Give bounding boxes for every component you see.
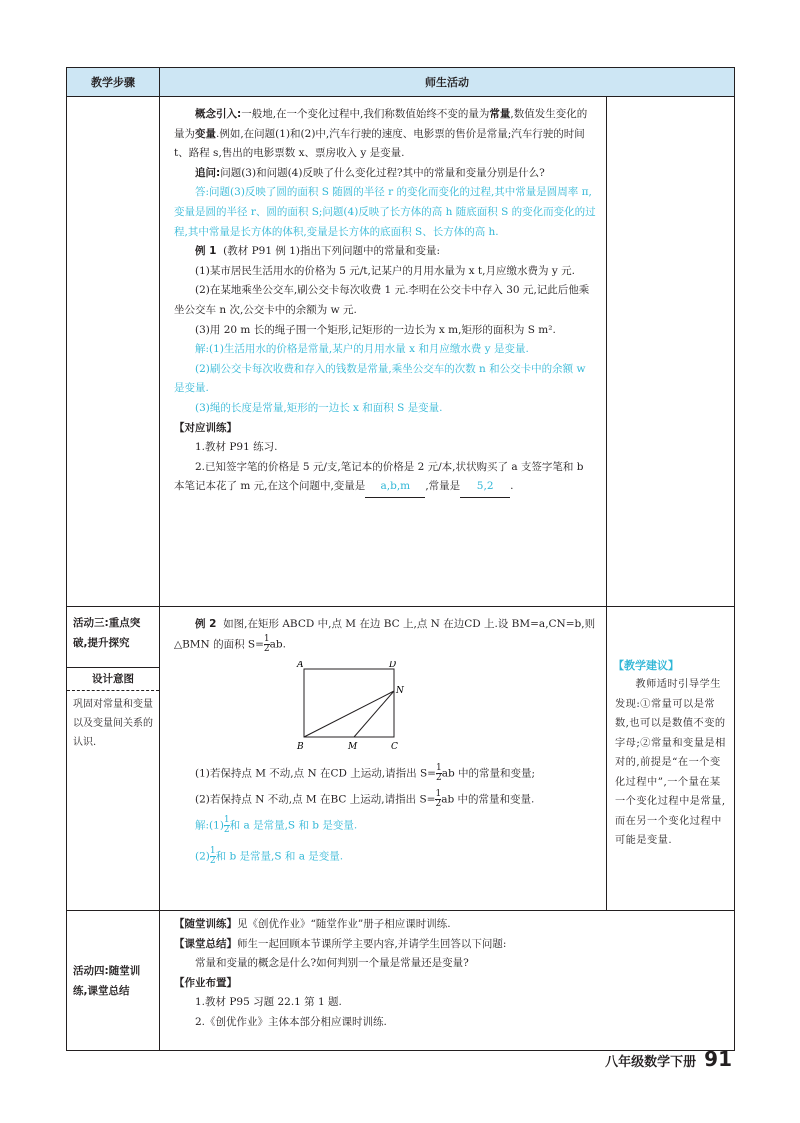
homework-2: 2.《创优作业》主体本部分相应课时训练.	[195, 1015, 387, 1028]
example2-text: 如图,在矩形 ABCD 中,点 M 在边 BC 上,点 N 在边CD 上.设 BM=a,CN=b,则△BMN 的面积 S=	[174, 618, 596, 651]
practice-1: 1.教材 P91 练习.	[195, 441, 278, 454]
step-title-3: 活动三:重点突破,提升探究	[73, 617, 141, 649]
fraction: $\frac{1}{2}$	[263, 633, 270, 654]
class-summary-question: 常量和变量的概念是什么?如何判别一个量是常量还是变量?	[195, 957, 469, 970]
teaching-suggestion-title: 【教学建议】	[613, 659, 679, 672]
followup-text: 问题(3)和问题(4)反映了什么变化过程?其中的常量和变量分别是什么?	[220, 166, 545, 179]
in-class-training-title: 【随堂训练】	[174, 918, 237, 930]
design-intent-title: 设计意图	[67, 667, 159, 691]
example1-a2: (2)刷公交卡每次收费和存入的钱数是常量,乘坐公交车的次数 n 和公交卡中的余额 w 是变量.	[174, 362, 586, 395]
example1-a3: (3)绳的长度是常量,矩形的一边长 x 和面积 S 是变量.	[195, 401, 443, 414]
example2-q2: (2)若保持点 N 不动,点 M 在BC 上运动,请指出 S=	[195, 793, 436, 806]
practice-2: ,常量是	[425, 480, 461, 493]
activity-cell-3	[160, 911, 735, 1051]
note-cell	[607, 607, 735, 911]
label-c: C	[391, 741, 398, 752]
class-summary-title: 【课堂总结】	[174, 937, 237, 950]
page-number: 91	[704, 1047, 732, 1071]
rectangle-figure	[294, 661, 596, 761]
practice-2-answer-constants: 5,2	[460, 477, 510, 498]
variable-word: 变量	[195, 127, 216, 140]
example1-q2: (2)在某地乘坐公交车,刷公交卡每次收费 1 元.李明在公交卡中存入 30 元,记此后他乘坐公交车 n 次,公交卡中的余额为 w 元.	[174, 284, 590, 316]
label-a: A	[297, 660, 304, 670]
example2-text: ab.	[269, 638, 286, 651]
example2-a2: 和 b 是常量,S 和 a 是变量.	[215, 850, 344, 863]
example2-q1: ab 中的常量和变量;	[441, 767, 536, 780]
example1-q3: (3)用 20 m 长的绳子围一个矩形,记矩形的一边长为 x m,矩形的面积为 S m².	[195, 323, 556, 336]
fraction: $\frac{1}{2}$	[223, 815, 230, 836]
practice-2-answer-variables: a,b,m	[365, 477, 425, 498]
example1-label: 例 1	[195, 245, 217, 258]
example2-q2: ab 中的常量和变量.	[441, 793, 535, 806]
constant-word: 常量	[489, 108, 511, 120]
class-summary-text: 师生一起回顾本节课所学主要内容,并请学生回答以下问题:	[237, 937, 507, 950]
book-title: 八年级数学下册	[605, 1055, 697, 1070]
page-footer	[605, 1047, 732, 1071]
fraction: $\frac{1}{2}$	[435, 763, 442, 784]
concept-text: 一般地,在一个变化过程中,我们称数值始终不变的量为	[241, 108, 490, 120]
example1-q1: (1)某市居民生活用水的价格为 5 元/t,记某户的月用水量为 x t,月应缴水费为 y 元.	[195, 264, 575, 277]
example2-label: 例 2	[195, 618, 217, 630]
lesson-table	[66, 67, 735, 1051]
example2-a2: (2)	[195, 850, 210, 863]
example1-a1: 解:(1)生活用水的价格是常量,某户的月用水量 x 和月应缴水费 y 是变量.	[195, 343, 529, 356]
homework-title: 【作业布置】	[174, 976, 237, 989]
in-class-training-text: 见《创优作业》“随堂作业”册子相应课时训练.	[237, 918, 451, 930]
teaching-suggestion-text: 教师适时引导学生发现:①常量可以是常数,也可以是数值不变的字母;②常量和变量是相对的,前提是“在一个变化过程中”,一个量在某一个变化过程中是常量,而在另一个变化过程中可能是变量.	[615, 679, 726, 846]
example1-text: (教材 P91 例 1)指出下列问题中的常量和变量:	[223, 245, 441, 258]
activity-cell-1	[160, 97, 607, 607]
example2-a1: 和 a 是常量,S 和 b 是变量.	[229, 819, 358, 832]
practice-title: 【对应训练】	[174, 421, 237, 434]
label-d: D	[389, 660, 397, 670]
fraction: $\frac{1}{2}$	[209, 845, 216, 866]
step-cell-empty	[67, 97, 160, 607]
concept-label: 概念引入:	[195, 108, 242, 120]
label-b: B	[297, 741, 304, 752]
followup-label: 追问:	[195, 166, 221, 179]
example2-q1: (1)若保持点 M 不动,点 N 在CD 上运动,请指出 S=	[195, 767, 436, 780]
step-cell-3	[67, 607, 160, 911]
label-m: M	[348, 741, 358, 752]
fraction: $\frac{1}{2}$	[435, 789, 442, 810]
concept-text: .例如,在问题(1)和(2)中,汽车行驶的速度、电影票的售价是常量;汽车行驶的时间 t、路程 s,售出的电影票数 x、票房收入 y 是变量.	[174, 127, 585, 160]
note-cell-empty	[607, 97, 735, 607]
example2-a1: 解:(1)	[195, 819, 224, 832]
header-activity: 师生活动	[160, 68, 735, 97]
activity-cell-2	[160, 607, 607, 911]
header-step: 教学步骤	[67, 68, 160, 97]
design-intent-text: 巩固对常量和变量以及变量间关系的认识.	[73, 699, 153, 748]
step-title-4: 活动四:随堂训练,课堂总结	[73, 964, 141, 997]
practice-2: .	[510, 480, 514, 493]
concept-text: ,数值发生变化的量为	[174, 108, 588, 140]
label-n: N	[396, 685, 404, 696]
homework-1: 1.教材 P95 习题 22.1 第 1 题.	[195, 996, 342, 1009]
followup-answer: 答:问题(3)反映了圆的面积 S 随圆的半径 r 的变化而变化的过程,其中常量是圆周率 π,变量是圆的半径 r、圆的面积 S;问题(4)反映了长方体的高 h 随底面积 S 的变化而变化的过程,其中常量是长方体的体积,变量是长方体的底面积 S、长方体的高 h.	[174, 186, 596, 238]
step-cell-4	[67, 911, 160, 1051]
practice-2: 2.已知签字笔的价格是 5 元/支,笔记本的价格是 2 元/本,状状购买了 a 支签字笔和 b 本笔记本花了 m 元,在这个问题中,变量是	[174, 460, 584, 493]
